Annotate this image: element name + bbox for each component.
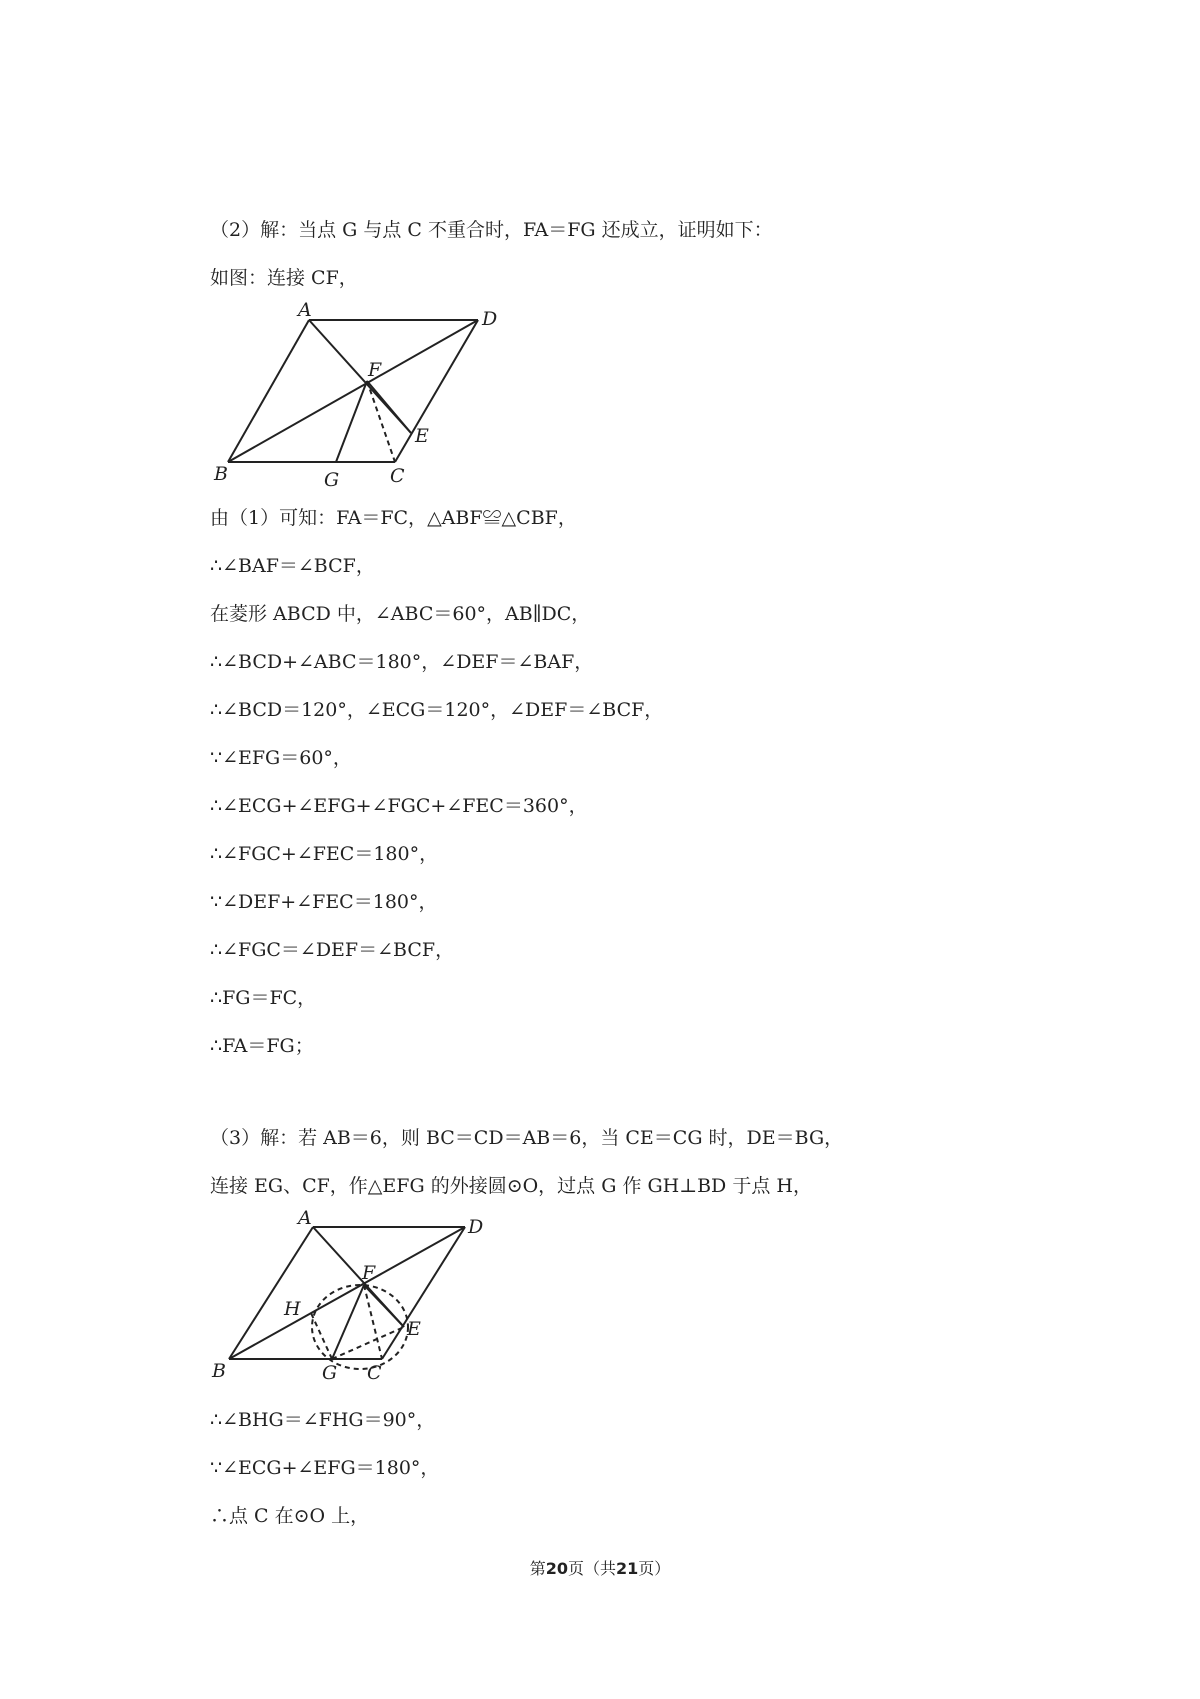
fig2-label-B: B [212, 1360, 226, 1382]
fig2-label-G: G [322, 1362, 338, 1384]
part3-intro: （3）解：若 AB＝6，则 BC＝CD＝AB＝6，当 CE＝CG 时，DE＝BG， [210, 1127, 844, 1149]
part2-step-2: ∴∠BAF＝∠BCF， [210, 555, 375, 577]
fig1-label-E: E [415, 425, 429, 447]
part2-step-10: ∴∠FGC＝∠DEF＝∠BCF， [210, 939, 455, 961]
fig2-label-E: E [407, 1318, 421, 1340]
part3-step-3: ∴点 C 在⊙O 上， [210, 1505, 370, 1527]
fig1-label-F: F [368, 359, 382, 381]
figure-rhombus-2 [200, 1205, 500, 1390]
part2-step-9: ∵∠DEF+∠FEC＝180°， [210, 891, 438, 913]
part3-construct: 连接 EG、CF，作△EFG 的外接圆⊙O，过点 G 作 GH⊥BD 于点 H， [210, 1175, 812, 1197]
part2-intro: （2）解：当点 G 与点 C 不重合时，FA＝FG 还成立，证明如下： [210, 219, 773, 241]
footer-page-number: 20 [545, 1559, 568, 1578]
fig1-label-G: G [324, 469, 340, 490]
fig1-label-B: B [214, 463, 228, 485]
part2-step-4: ∴∠BCD+∠ABC＝180°，∠DEF＝∠BAF， [210, 651, 594, 673]
part2-step-7: ∴∠ECG+∠EFG+∠FGC+∠FEC＝360°， [210, 795, 588, 817]
footer-total-pages: 21 [616, 1559, 639, 1578]
part2-step-11: ∴FG＝FC， [210, 987, 317, 1009]
fig2-label-D: D [468, 1216, 484, 1238]
fig1-label-D: D [482, 308, 498, 330]
fig2-label-A: A [298, 1207, 312, 1229]
fig1-label-A: A [298, 300, 312, 321]
part3-step-1: ∴∠BHG＝∠FHG＝90°， [210, 1409, 436, 1431]
part2-connect: 如图：连接 CF， [210, 267, 358, 289]
fig1-label-C: C [390, 465, 405, 487]
part2-step-5: ∴∠BCD＝120°，∠ECG＝120°，∠DEF＝∠BCF， [210, 699, 664, 721]
fig2-label-H: H [284, 1298, 301, 1320]
fig2-label-C: C [367, 1362, 382, 1384]
part2-step-12: ∴FA＝FG； [210, 1035, 314, 1057]
footer-middle: 页（共 [567, 1559, 616, 1578]
part2-step-8: ∴∠FGC+∠FEC＝180°， [210, 843, 439, 865]
footer-suffix: 页） [638, 1559, 671, 1578]
part2-step-1: 由（1）可知：FA＝FC，△ABF≌△CBF， [210, 507, 577, 529]
page-footer [0, 1556, 1200, 1579]
part3-step-2: ∵∠ECG+∠EFG＝180°， [210, 1457, 440, 1479]
figure-rhombus-1 [200, 300, 520, 490]
footer-prefix: 第 [529, 1559, 546, 1578]
part2-step-6: ∵∠EFG＝60°， [210, 747, 352, 769]
part2-step-3: 在菱形 ABCD 中，∠ABC＝60°，AB∥DC， [210, 603, 591, 625]
fig2-label-F: F [362, 1262, 376, 1284]
